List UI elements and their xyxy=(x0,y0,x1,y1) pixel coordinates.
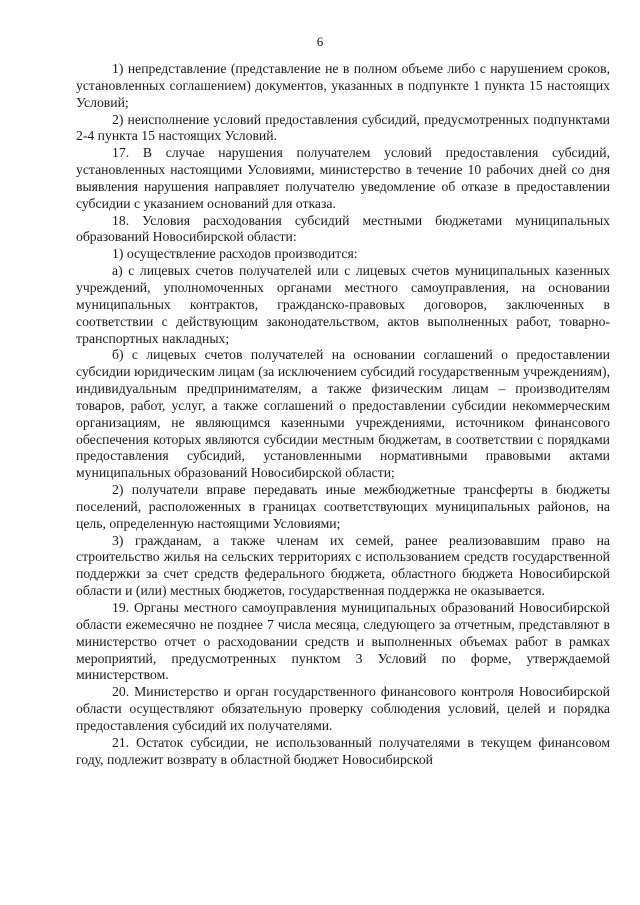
paragraph-20: 20. Министерство и орган государственного финансового контроля Новосибирской области осуществляют обязательную проверку соблюдения условий, целей и порядка предоставления субсидий их получателями. xyxy=(76,684,610,733)
paragraph-18-1-b: б) с лицевых счетов получателей на основании соглашений о предоставлении субсидии юридическим лицам (за исключением субсидий государственным учреждениям), индивидуальным предпринимателям, а также физическим лицам – производителям товаров, работ, услуг, а также соглашений о предоставлении субсидии некоммерческим организациям, не являющимся казенными учреждениями, источником финансового обеспечения которых являются субсидии местным бюджетам, в соответствии с порядками предоставления субсидий, установленными нормативными правовыми актами муниципальных образований Новосибирской области; xyxy=(76,347,610,481)
paragraph-18-3: 3) гражданам, а также членам их семей, ранее реализовавшим право на строительство жилья на сельских территориях с использованием средств государственной поддержки за счет средств федерального бюджета, областного бюджета Новосибирской области и (или) местных бюджетов, государственная поддержка не оказывается. xyxy=(76,532,610,599)
document-body xyxy=(76,61,610,768)
page-number: 6 xyxy=(316,34,324,49)
paragraph-21: 21. Остаток субсидии, не использованный получателями в текущем финансовом году, подлежит возврату в областной бюджет Новосибирской xyxy=(76,734,610,767)
paragraph-18-1-a: а) с лицевых счетов получателей или с лицевых счетов муниципальных казенных учреждений, уполномоченных органами местного самоуправления, на основании муниципальных контрактов, гражданско-правовых договоров, заключенных в соответствии с действующим законодательством, актов выполненных работ, товарно-транспортных накладных; xyxy=(76,263,610,346)
paragraph-18-1: 1) осуществление расходов производится: xyxy=(112,246,358,262)
paragraph-19: 19. Органы местного самоуправления муниципальных образований Новосибирской области ежемесячно не позднее 7 числа месяца, следующего за отчетным, представляют в министерство отчет о расходовании средств и выполненных объемах работ в рамках мероприятий, предусмотренных пунктом 3 Условий по форме, утверждаемой министерством. xyxy=(76,600,610,683)
paragraph-18: 18. Условия расходования субсидий местными бюджетами муниципальных образований Новосибирской области: xyxy=(76,212,610,245)
paragraph-16-2: 2) неисполнение условий предоставления субсидий, предусмотренных подпунктами 2-4 пункта 15 настоящих Условий. xyxy=(76,111,610,144)
paragraph-17: 17. В случае нарушения получателем условий предоставления субсидий, установленных настоящими Условиями, министерство в течение 10 рабочих дней со дня выявления нарушения направляет получателю уведомление об отказе в предоставлении субсидии с указанием оснований для отказа. xyxy=(76,145,610,211)
paragraph-16-1: 1) непредставление (представление не в полном объеме либо с нарушением сроков, установленных соглашением) документов, указанных в подпункте 1 пункта 15 настоящих Условий; xyxy=(76,61,610,110)
paragraph-18-2: 2) получатели вправе передавать иные межбюджетные трансферты в бюджеты поселений, расположенных в границах соответствующих муниципальных районов, на цель, определенную настоящими Условиями; xyxy=(76,482,610,531)
